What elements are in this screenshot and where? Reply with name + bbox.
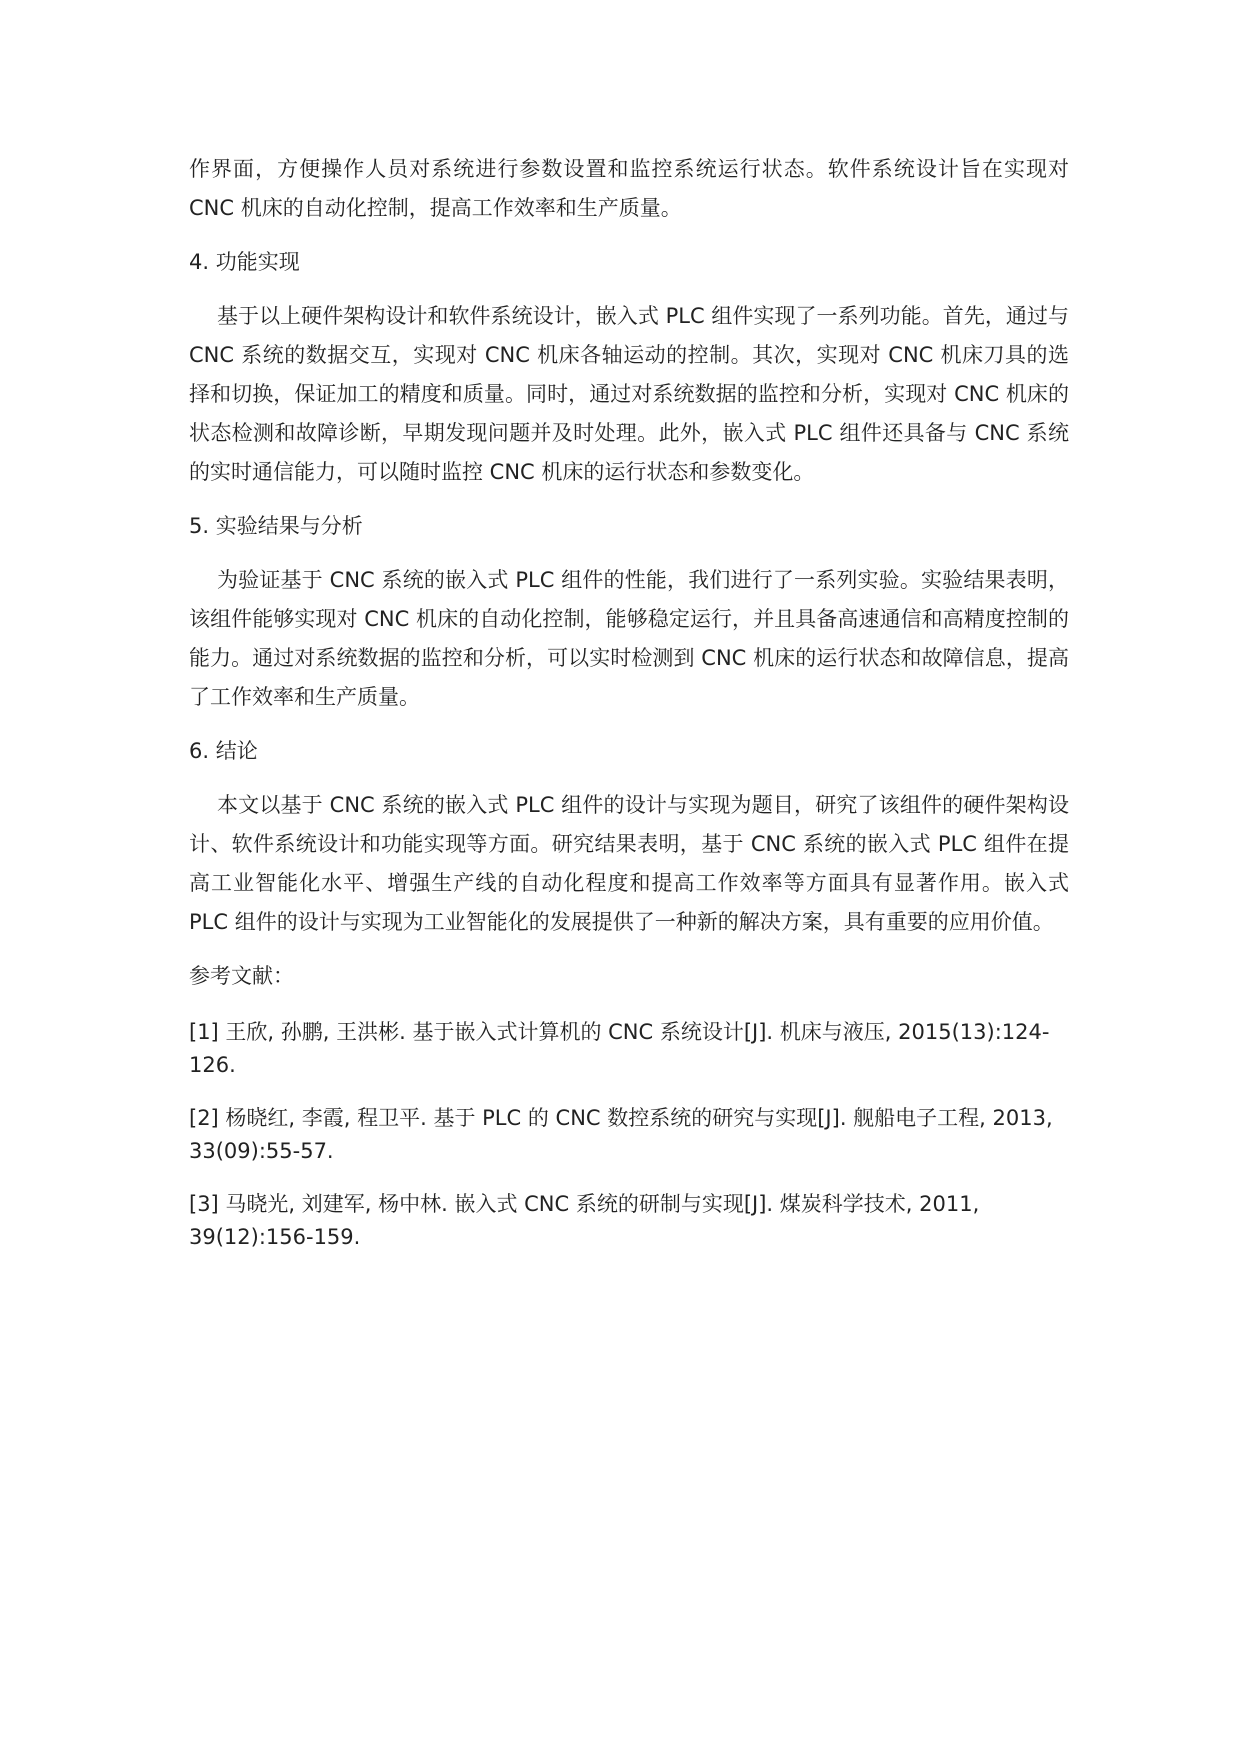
document-page — [189, 150, 1069, 1254]
reference-item: [1] 王欣, 孙鹏, 王洪彬. 基于嵌入式计算机的 CNC 系统设计[J]. 机床与液压, 2015(13):124-126. — [189, 1020, 1050, 1077]
section-body-function-implementation: 基于以上硬件架构设计和软件系统设计，嵌入式 PLC 组件实现了一系列功能。首先，通过与 CNC 系统的数据交互，实现对 CNC 机床各轴运动的控制。其次，实现对 CNC 机床刀具的选择和切换，保证加工的精度和质量。同时，通过对系统数据的监控和分析，实现对 CNC 机床的状态检测和故障诊断，早期发现问题并及时处理。此外，嵌入式 PLC 组件还具备与 CNC 系统的实时通信能力，可以随时监控 CNC 机床的运行状态和参数变化。 — [189, 304, 1069, 484]
section-body-conclusion: 本文以基于 CNC 系统的嵌入式 PLC 组件的设计与实现为题目，研究了该组件的硬件架构设计、软件系统设计和功能实现等方面。研究结果表明，基于 CNC 系统的嵌入式 PLC 组件在提高工业智能化水平、增强生产线的自动化程度和提高工作效率等方面具有显著作用。嵌入式 PLC 组件的设计与实现为工业智能化的发展提供了一种新的解决方案，具有重要的应用价值。 — [189, 793, 1069, 934]
section-heading-experiment-results: 5. 实验结果与分析 — [189, 514, 363, 538]
section-heading-conclusion: 6. 结论 — [189, 739, 258, 763]
intro-paragraph: 作界面，方便操作人员对系统进行参数设置和监控系统运行状态。软件系统设计旨在实现对 CNC 机床的自动化控制，提高工作效率和生产质量。 — [189, 157, 1069, 220]
section-heading-function-implementation: 4. 功能实现 — [189, 250, 300, 274]
reference-item: [2] 杨晓红, 李霞, 程卫平. 基于 PLC 的 CNC 数控系统的研究与实现[J]. 舰船电子工程, 2013, 33(09):55-57. — [189, 1106, 1053, 1163]
reference-item: [3] 马晓光, 刘建军, 杨中林. 嵌入式 CNC 系统的研制与实现[J]. 煤炭科学技术, 2011, 39(12):156-159. — [189, 1192, 980, 1249]
references-heading: 参考文献： — [189, 964, 294, 988]
section-body-experiment-results: 为验证基于 CNC 系统的嵌入式 PLC 组件的性能，我们进行了一系列实验。实验结果表明，该组件能够实现对 CNC 机床的自动化控制，能够稳定运行，并且具备高速通信和高精度控制的能力。通过对系统数据的监控和分析，可以实时检测到 CNC 机床的运行状态和故障信息，提高了工作效率和生产质量。 — [189, 568, 1069, 709]
